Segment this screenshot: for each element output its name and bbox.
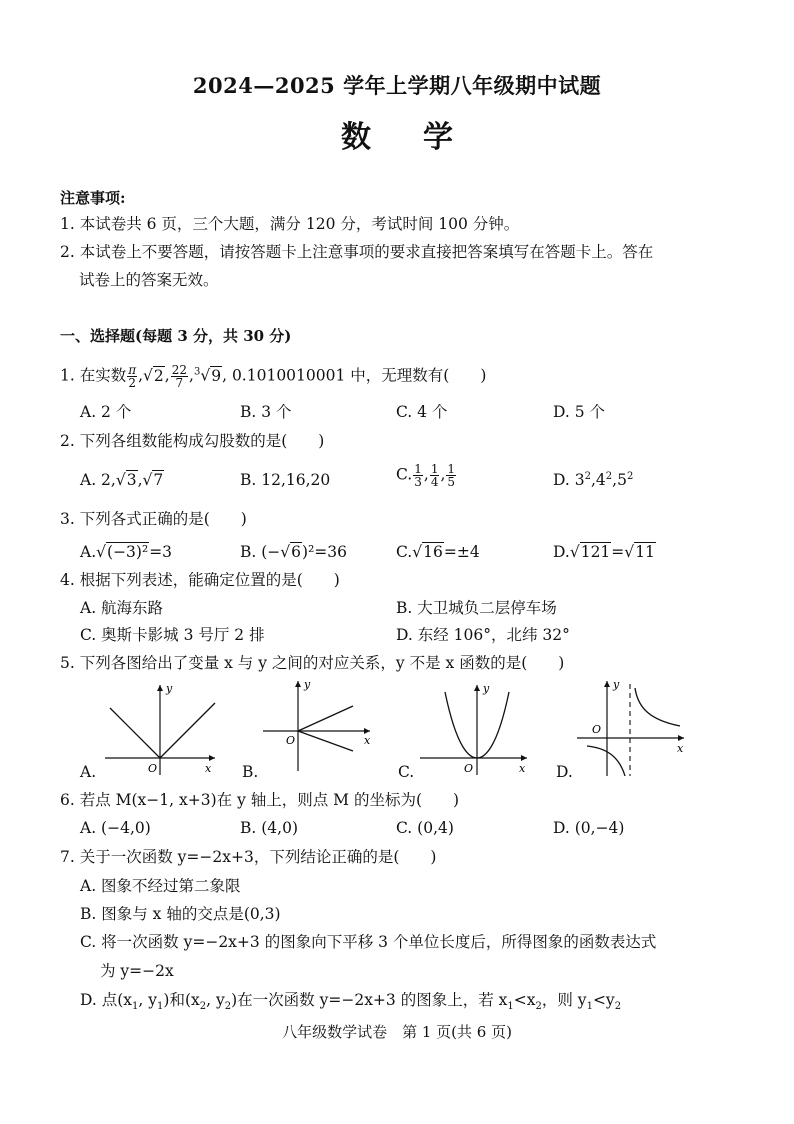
question-3-stem: 3. 下列各式正确的是( ): [60, 510, 247, 528]
graph-d: [572, 676, 692, 781]
graph-d-origin: O: [592, 723, 602, 736]
q7-option-c-line-2: 为 y=−2x: [100, 962, 174, 980]
notes-heading: 注意事项:: [60, 189, 126, 207]
q4-option-a: A. 航海东路: [80, 599, 164, 617]
q6-option-a: A. (−4,0): [80, 819, 151, 837]
graph-a-label: A.: [80, 763, 97, 781]
q7-option-b: B. 图象与 x 轴的交点是(0,3): [80, 905, 281, 923]
notes-item-2-line-2: 试卷上的答案无效。: [79, 271, 219, 289]
graph-b-y-label: y: [304, 678, 311, 691]
graph-a: [100, 680, 230, 780]
graph-a-x-label: x: [205, 762, 212, 775]
exam-title: 2024—2025 学年上学期八年级期中试题: [192, 73, 602, 98]
page-footer: 八年级数学试卷 第 1 页(共 6 页): [282, 1023, 512, 1041]
graph-b-lower-ray: [298, 731, 353, 751]
q7-option-a: A. 图象不经过第二象限: [80, 877, 241, 895]
q7-option-d: D. 点($x_1$, $y_1$)和($x_2$, $y_2$)在一次函数 y=−2x+3 的图象上，若 $x_1<x_2$，则 $y_1<y_2$: [80, 991, 622, 1013]
q4-option-b: B. 大卫城负二层停车场: [396, 599, 557, 617]
graph-c-origin: O: [464, 762, 474, 775]
fraction-pi-over-2: $\frac{\pi}{2}$: [128, 363, 137, 390]
subject-title: 数学: [341, 120, 505, 155]
question-6-stem: 6. 若点 M(x−1, x+3)在 y 轴上，则点 M 的坐标为( ): [60, 791, 460, 809]
graph-d-left-branch: [587, 746, 625, 776]
graph-d-right-branch: [635, 688, 680, 726]
graph-a-origin: O: [148, 762, 158, 775]
graph-b: [258, 676, 378, 776]
q6-option-c: C. (0,4): [396, 819, 454, 837]
q6-option-b: B. (4,0): [240, 819, 298, 837]
notes-item-2-line-1: 2. 本试卷上不要答题，请按答题卡上注意事项的要求直接把答案填写在答题卡上。答在: [60, 243, 654, 261]
q2-option-c: C. $\frac{1}{3}$ , $\frac{1}{4}$ , $\frac{1}{5}$: [396, 462, 456, 489]
q1-option-c: C. 4 个: [396, 403, 448, 421]
q1-option-b: B. 3 个: [240, 403, 292, 421]
cube-root-9: 9: [211, 366, 222, 385]
question-7-stem: 7. 关于一次函数 y=−2x+3，下列结论正确的是( ): [60, 848, 437, 866]
q3-option-d: D.√121=√11: [553, 543, 655, 561]
q3-option-c: C.√16=±4: [396, 543, 480, 561]
graph-a-right-branch: [160, 703, 215, 758]
q4-option-c: C. 奥斯卡影城 3 号厅 2 排: [80, 626, 265, 644]
q1-option-a: A. 2 个: [80, 403, 132, 421]
q2-option-b: B. 12,16,20: [240, 471, 331, 489]
graph-d-x-label: x: [677, 742, 684, 755]
graph-a-y-label: y: [166, 682, 173, 695]
graph-c-label: C.: [398, 763, 415, 781]
graph-a-left-branch: [110, 708, 160, 758]
q6-option-d: D. (0,−4): [553, 819, 625, 837]
q2-option-a: A. 2,√3,√7: [80, 471, 164, 489]
question-5-stem: 5. 下列各图给出了变量 x 与 y 之间的对应关系，y 不是 x 函数的是( ): [60, 654, 565, 672]
q7-option-c-line-1: C. 将一次函数 y=−2x+3 的图象向下平移 3 个单位长度后，所得图象的函数表达式: [80, 933, 657, 951]
q1-stem-prefix: 1. 在实数: [60, 366, 127, 385]
q3-option-a: A.√(−3)²=3: [80, 543, 173, 561]
sqrt-2: 2: [153, 366, 164, 385]
q3-option-b: B. (−√6)²=36: [240, 543, 348, 561]
graph-c-y-label: y: [483, 682, 490, 695]
graph-d-label: D.: [556, 763, 573, 781]
cube-root-index: 3: [193, 366, 201, 378]
graph-c: [415, 680, 535, 780]
graph-b-origin: O: [286, 734, 296, 747]
section-heading-choice: 一、选择题(每题 3 分，共 30 分): [60, 327, 292, 345]
q2-option-d: D. $3^2,4^2,5^2$: [553, 470, 634, 489]
q1-option-d: D. 5 个: [553, 403, 606, 421]
question-4-stem: 4. 根据下列表述，能确定位置的是( ): [60, 571, 340, 589]
graph-c-x-label: x: [519, 762, 526, 775]
notes-item-1: 1. 本试卷共 6 页，三个大题，满分 120 分，考试时间 100 分钟。: [60, 215, 520, 233]
graph-b-upper-ray: [298, 706, 353, 731]
q1-stem-suffix: , 0.1010010001 中，无理数有( ): [222, 366, 487, 385]
graph-b-label: B.: [242, 763, 259, 781]
question-2-stem: 2. 下列各组数能构成勾股数的是( ): [60, 432, 325, 450]
q4-option-d: D. 东经 106°，北纬 32°: [396, 626, 570, 644]
graph-d-y-label: y: [613, 678, 620, 691]
question-1-stem: 1. 在实数 $\frac{\pi}{2}$ ,√2, $\frac{22}{7}$ ,$^3$√9, 0.1010010001 中，无理数有( ): [60, 363, 487, 390]
graph-b-x-label: x: [364, 734, 371, 747]
fraction-22-over-7: $\frac{22}{7}$: [171, 363, 188, 390]
